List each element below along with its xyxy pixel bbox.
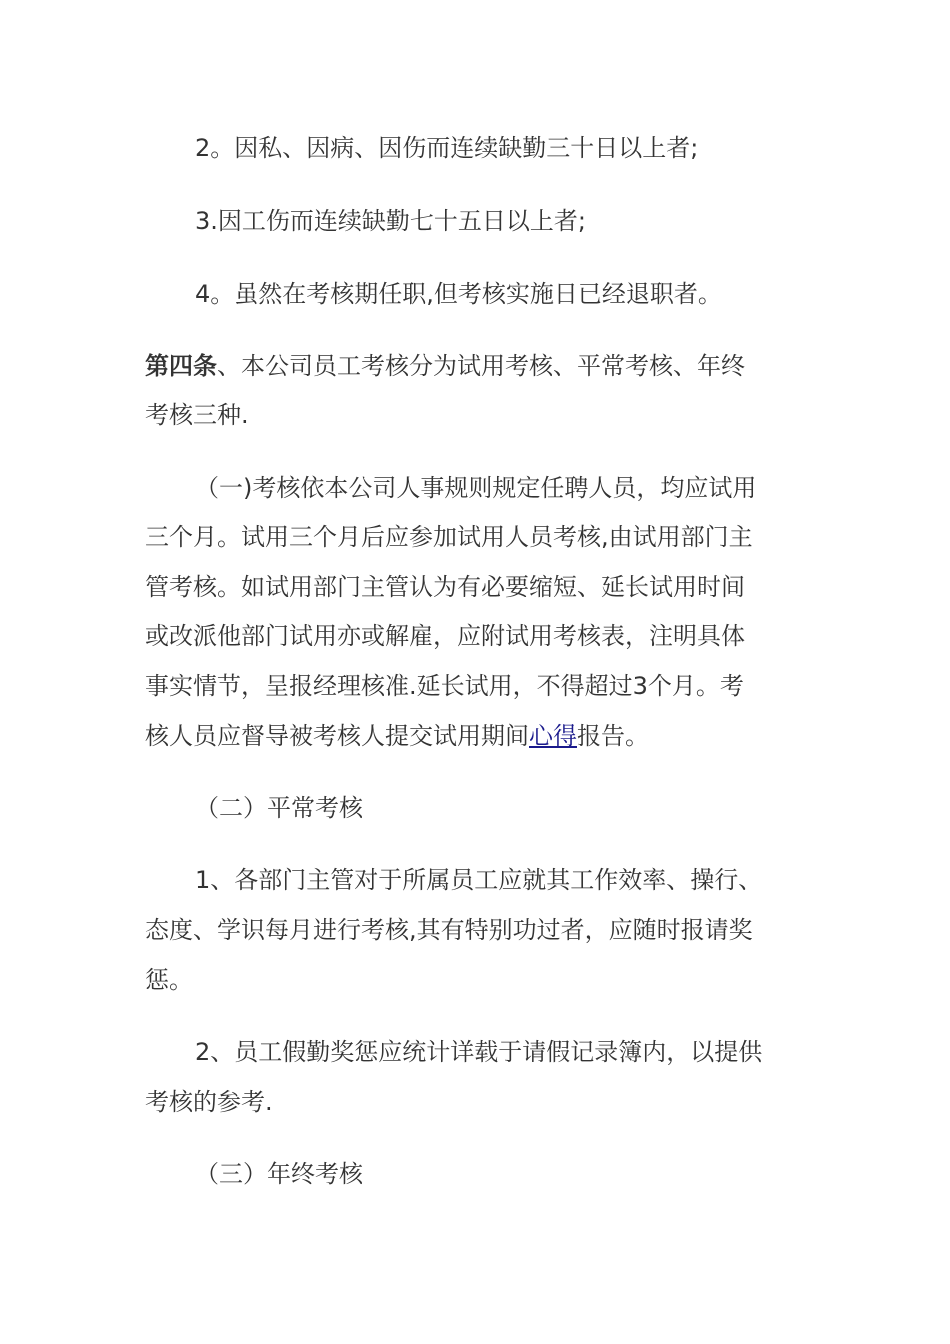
section-3-title: （三）年终考核 — [195, 1160, 363, 1188]
article-4-line-2: 考核三种. — [145, 401, 249, 429]
paragraph-item-3: 3.因工伤而连续缺勤七十五日以上者; — [195, 207, 586, 235]
section-1-line-2: 三个月。试用三个月后应参加试用人员考核,由试用部门主 — [145, 523, 753, 551]
insight-link[interactable]: 心得 — [529, 722, 577, 750]
paragraph-item-4: 4。虽然在考核期任职,但考核实施日已经退职者。 — [195, 280, 722, 308]
section-1-line-5: 事实情节，呈报经理核准.延长试用，不得超过3个月。考 — [145, 672, 744, 700]
section-1-line-6-text: 核人员应督导被考核人提交试用期间 — [145, 722, 529, 750]
section-2-item-2-line-1: 2、员工假勤奖惩应统计详载于请假记录簿内，以提供 — [195, 1038, 763, 1066]
section-1-line-6 — [145, 718, 649, 754]
section-2-item-1-line-2: 态度、学识每月进行考核,其有特别功过者，应随时报请奖 — [145, 916, 753, 944]
section-1-line-1: （一)考核依本公司人事规则规定任聘人员，均应试用 — [195, 474, 757, 502]
article-4-text: 、本公司员工考核分为试用考核、平常考核、年终 — [217, 352, 745, 380]
section-1-line-4: 或改派他部门试用亦或解雇，应附试用考核表，注明具体 — [145, 622, 745, 650]
paragraph-item-2: 2。因私、因病、因伤而连续缺勤三十日以上者; — [195, 134, 699, 162]
section-1-line-3: 管考核。如试用部门主管认为有必要缩短、延长试用时间 — [145, 573, 745, 601]
section-1-line-6-end: 报告。 — [577, 722, 649, 750]
article-4-line-1 — [145, 348, 745, 384]
section-2-item-2-line-2: 考核的参考. — [145, 1088, 273, 1116]
section-2-item-1-line-3: 惩。 — [145, 966, 193, 994]
section-2-item-1-line-1: 1、各部门主管对于所属员工应就其工作效率、操行、 — [195, 866, 763, 894]
section-2-title: （二）平常考核 — [195, 794, 363, 822]
article-4-heading: 第四条 — [145, 352, 217, 380]
